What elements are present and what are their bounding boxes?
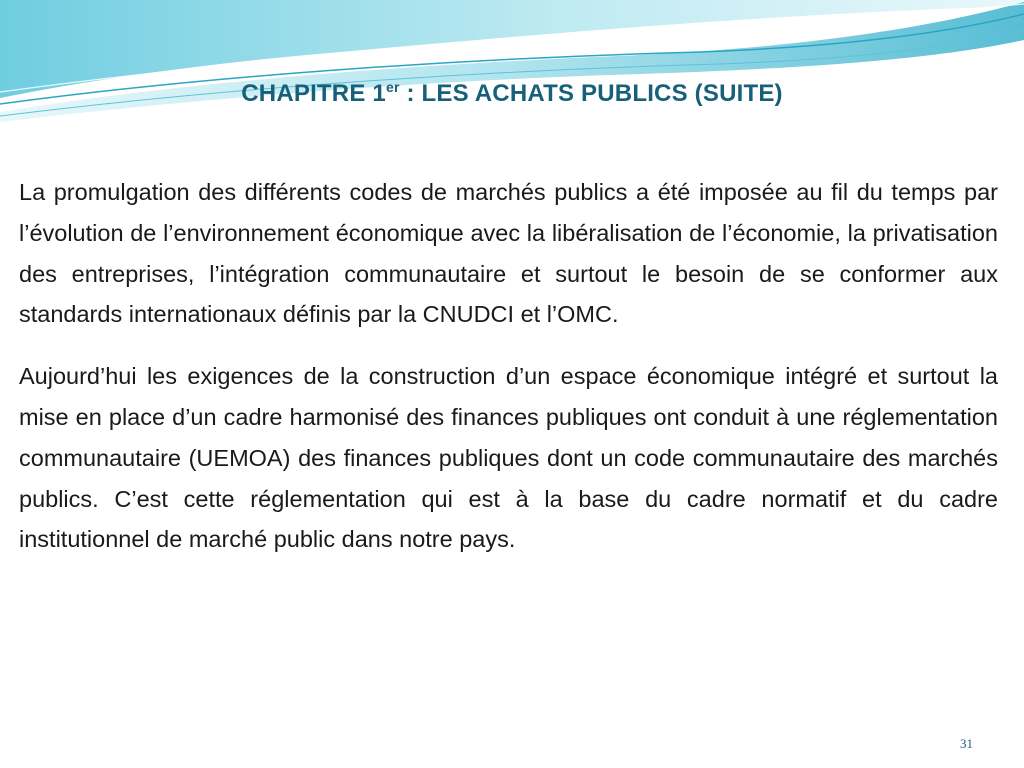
page-number: 31 bbox=[960, 736, 973, 751]
header-wave-decoration bbox=[0, 0, 1024, 140]
paragraph-1: La promulgation des différents codes de marchés publics a été imposée au fil du temps par l’évolution de l’environnement économique avec la libéralisation de l’économie, la privatisation des entreprises, l’intégration communautaire et surtout le besoin de se conformer aux standards internationaux définis par la CNUDCI et l’OMC. bbox=[19, 179, 998, 328]
slide-title bbox=[0, 80, 1024, 108]
slide-body bbox=[19, 172, 998, 560]
paragraph-2: Aujourd’hui les exigences de la construction d’un espace économique intégré et surtout la mise en place d’un cadre harmonisé des finances publiques ont conduit à une réglementation communautaire (UEMOA) des finances publiques dont un code communautaire des marchés publics. C’est cette réglementation qui est à la base du cadre normatif et du cadre institutionnel de marché public dans notre pays. bbox=[19, 363, 998, 553]
slide-title-superscript: er bbox=[385, 79, 400, 95]
slide-title-main: CHAPITRE 1 bbox=[241, 80, 386, 107]
slide-title-rest: : LES ACHATS PUBLICS (SUITE) bbox=[399, 80, 783, 107]
